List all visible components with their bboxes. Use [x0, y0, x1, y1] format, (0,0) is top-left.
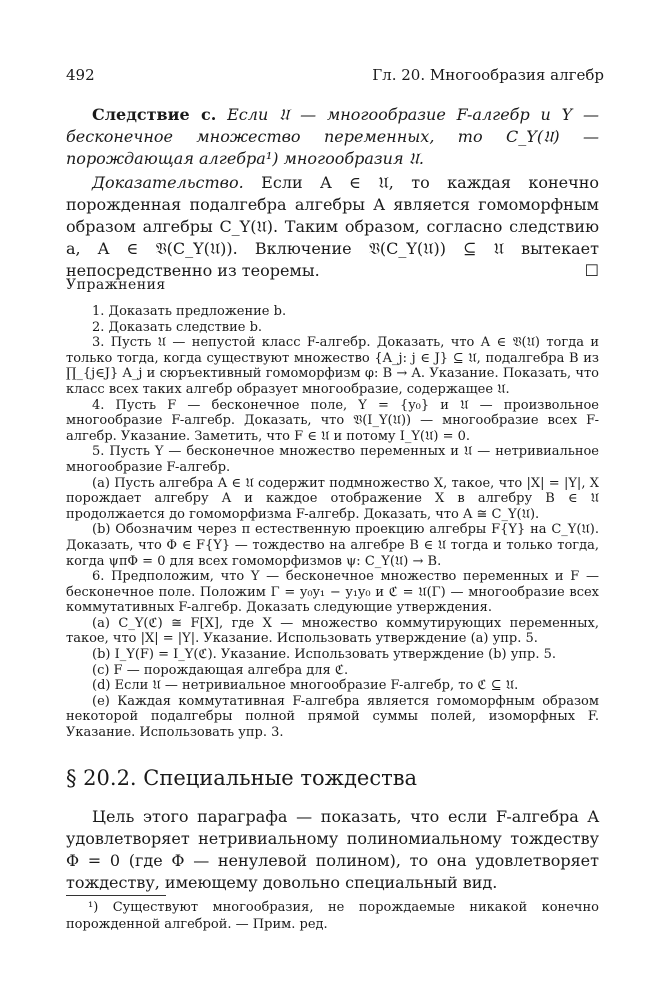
section-intro	[66, 806, 599, 894]
exercise-item: 4. Пусть F — бесконечное поле, Y = {y₀} и 𝔘 — произвольное многообразие F-алгебр. Доказать, что 𝔙(I_Y(𝔘)) — многообразие всех F-алгебр. Указание. Заметить, что F ∈ 𝔘 и потому I_Y(𝔘) = 0.	[66, 397, 599, 444]
exercise-item: 2. Доказать следствие b.	[92, 319, 263, 335]
exercise-item: (d) Если 𝔘 — нетривиальное многообразие F-алгебр, то ℭ ⊆ 𝔘.	[92, 678, 519, 694]
exercise-item: 1. Доказать предложение b.	[92, 304, 287, 319]
exercise-item: (b) I_Y(F) = I_Y(ℭ). Указание. Использовать утверждение (b) упр. 5.	[92, 647, 557, 663]
qed-symbol: ☐	[584, 261, 599, 280]
page-header	[66, 66, 604, 86]
section-title: § 20.2. Специальные тождества	[66, 766, 418, 790]
exercise-item: (a) C_Y(ℭ) ≅ F[X], где X — множество коммутирующих переменных, такое, что |X| = |Y|. Указание. Использовать утверждение (a) упр. 5.	[66, 615, 599, 647]
corollary-c	[66, 104, 599, 170]
proof-text: Если A ∈ 𝔘, то каждая конечно порожденная подалгебра алгебры A является гомоморфным образом алгебры C_Y(𝔘). Таким образом, согласно следствию a, A ∈ 𝔙(C_Y(𝔘)). Включение 𝔙(C_Y(𝔘)) ⊆ 𝔘 вытекает непосредственно из теоремы.	[66, 173, 600, 280]
footnote: ¹) Существуют многообразия, не порождаемые никакой конечно порожденной алгеброй. — Прим. ред.	[66, 900, 599, 932]
exercise-item: (e) Каждая коммутативная F-алгебра является гомоморфным образом некоторой подалгебры полной прямой суммы полей, изоморфных F. Указание. Использовать упр. 3.	[66, 693, 599, 741]
exercise-item: 3. Пусть 𝔘 — непустой класс F-алгебр. Доказать, что A ∈ 𝔙(𝔘) тогда и только тогда, когда существуют множество {A_j: j ∈ J} ⊆ 𝔘, подалгебра B из ∏_{j∈J} A_j и сюръективный гомоморфизм φ: B → A. Указание. Показать, что класс всех таких алгебр образует многообразие, содержащее 𝔘.	[66, 335, 599, 397]
proof-label: Доказательство.	[92, 173, 244, 192]
exercise-item: (b) Обозначим через π естественную проекцию алгебры F{Y} на C_Y(𝔘). Доказать, что Φ ∈ F{Y} — тождество на алгебре B ∈ 𝔘 тогда и только тогда, когда ψπΦ = 0 для всех гомоморфизмов ψ: C_Y(𝔘) → B.	[66, 522, 599, 569]
running-title: Гл. 20. Многообразия алгебр	[372, 66, 604, 84]
exercise-item: 5. Пусть Y — бесконечное множество переменных и 𝔘 — нетривиальное многообразие F-алгебр.	[66, 444, 599, 475]
page-number: 492	[66, 66, 95, 84]
exercise-list	[66, 304, 599, 741]
exercise-item: (c) F — порождающая алгебра для ℭ.	[92, 662, 349, 678]
section-intro-text: Цель этого параграфа — показать, что если F-алгебра A удовлетворяет нетривиальному полиномиальному тождеству Φ = 0 (где Φ — ненулевой полином), то она удовлетворяет тождеству, имеющему довольно специальный вид.	[66, 807, 599, 892]
proof	[66, 172, 599, 282]
exercises-heading: Упражнения	[66, 277, 166, 293]
exercise-item: 6. Предположим, что Y — бесконечное множество переменных и F — бесконечное поле. Положим Γ = y₀y₁ − y₁y₀ и ℭ = 𝔘(Γ) — многообразие всех коммутативных F-алгебр. Доказать следующие утверждения.	[66, 569, 599, 616]
corollary-text: Если 𝔘 — многообразие F-алгебр и Y — бесконечное множество переменных, то C_Y(𝔘) — порождающая алгебра¹) многообразия 𝔘.	[66, 105, 599, 168]
exercise-item: (a) Пусть алгебра A ∈ 𝔘 содержит подмножество X, такое, что |X| = |Y|, X порождает алгебру A и каждое отображение X в алгебру B ∈ 𝔘 продолжается до гомоморфизма F-алгебр. Доказать, что A ≅ C_Y(𝔘).	[66, 475, 599, 522]
footnote-rule	[66, 895, 166, 896]
corollary-label: Следствие c.	[92, 105, 217, 124]
